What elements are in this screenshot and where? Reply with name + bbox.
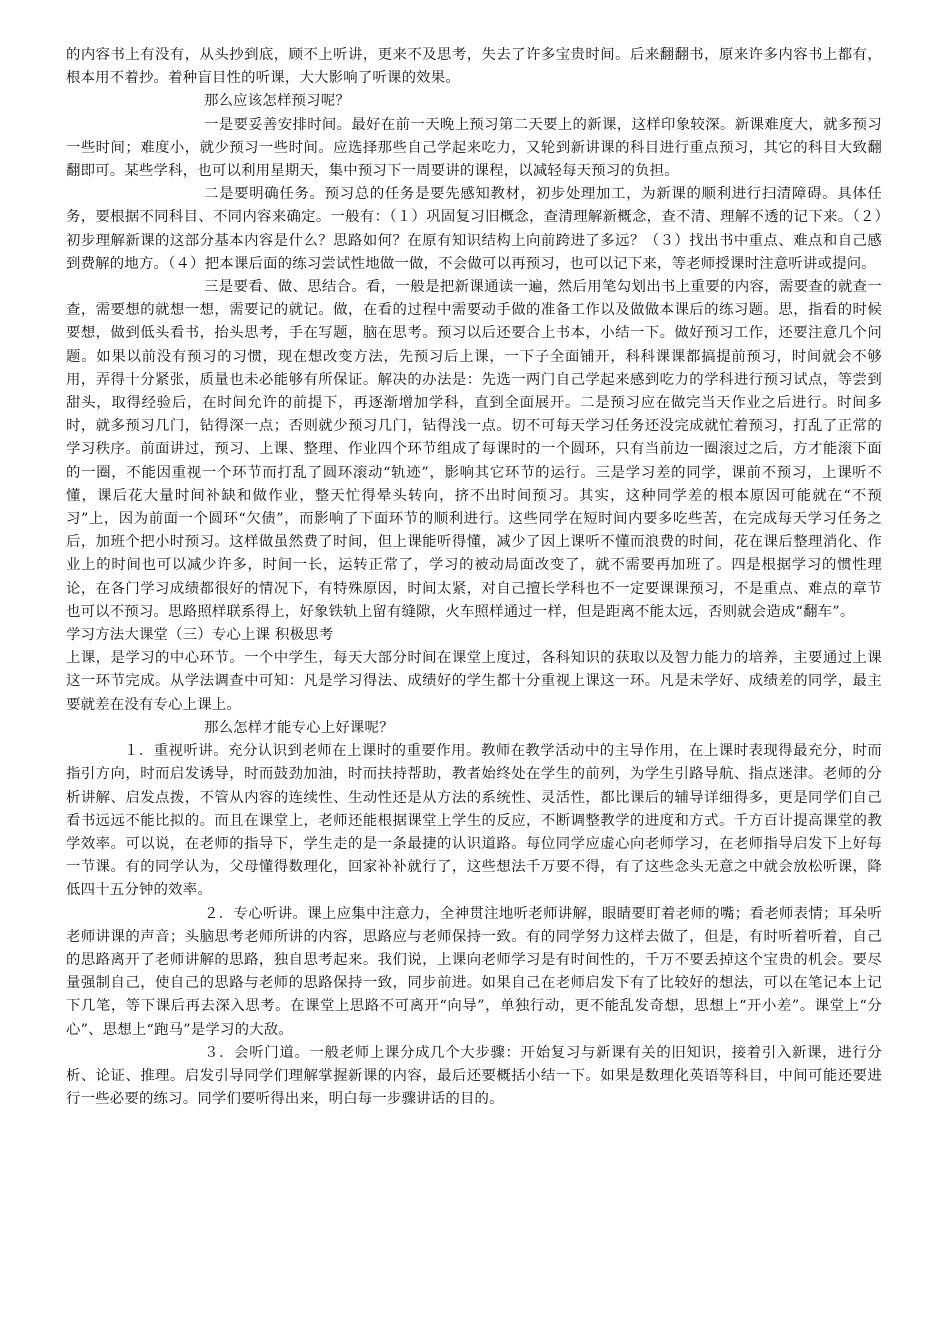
paragraph-item-2-focus: ２．专心听讲。课上应集中注意力，全神贯注地听老师讲解，眼睛要盯着老师的嘴；看老师表情；耳朵听老师讲课的声音；头脑思考老师所讲的内容，思路应与老师保持一致。有的同学努力这样去做了，但是，有时听着听着，自己的思路离开了老师讲解的思路，独自思考起来。我们说，上课向老师学习是有时间性的，千万不要丢掉这个宝贵的机会。要尽量强制自己，使自己的思路与老师的思路保持一致，同步前进。如果自己在老师启发下有了比较好的想法，可以在笔记本上记下几笔，等下课后再去深入思考。在课堂上思路不可离开“向导”，单独行动，更不能乱发奇想，思想上“开小差”。课堂上“分心”、思想上“跑马”是学习的大敌。 xyxy=(66,905,882,1038)
paragraph-item-1-value-lectures: １．重视听讲。充分认识到老师在上课时的重要作用。教师在教学活动中的主导作用，在上课时表现得最充分，时而指引方向，时而启发诱导，时而鼓劲加油，时而扶持帮助，教者始终处在学生的前列，为学生引路导航、指点迷津。老师的分析讲解、启发点拨，不管从内容的连续性、生动性还是从方法的系统性、灵活性，都比课后的辅导详细得多，更是同学们自己看书远远不能比拟的。而且在课堂上，老师还能根据课堂上学生的反应，不断调整教学的进度和方式。千方百计提高课堂的教学效率。可以说，在老师的指导下，学生走的是一条最捷的认识道路。每位同学应虚心向老师学习，在老师指导启发下上好每一节课。有的同学认为，父母懂得数理化，回家补补就行了，这些想法千万要不得，有了这些念头无意之中就会放松听课，降低四十五分钟的效率。 xyxy=(66,743,882,899)
paragraph-class-intro: 上课，是学习的中心环节。一个中学生，每天大部分时间在课堂上度过，各科知识的获取以及智力能力的培养，主要通过上课这一环节完成。从学法调查中可知：凡是学习得法、成绩好的学生都十分重视上课这一环。凡是未学好、成绩差的同学，最主要就差在没有专心上课上。 xyxy=(66,650,882,713)
question-how-to-preview: 那么应该怎样预习呢？ xyxy=(204,93,350,110)
paragraph-item-3-listen-structure: ３．会听门道。一般老师上课分成几个大步骤：开始复习与新课有关的旧知识，接着引入新课，进行分析、论证、推理。启发引导同学们理解掌握新课的内容，最后还要概括小结一下。如果是数理化英语等科目，中间可能还要进行一些必要的练习。同学们要听得出来，明白每一步骤讲话的目的。 xyxy=(66,1044,882,1108)
paragraph-intro-continuation: 的内容书上有没有，从头抄到底，顾不上听讲，更来不及思考，失去了许多宝贵时间。后来翻翻书，原来许多内容书上都有，根本用不着抄。着种盲目性的听课，大大影响了听课的效果。 xyxy=(66,47,882,87)
paragraph-point-three-combine: 三是要看、做、思结合。看，一般是把新课通读一遍，然后用笔勾划出书上重要的内容，需要查的就查一查，需要想的就想一想，需要记的就记。做，在看的过程中需要动手做的准备工作以及做做本课后的练习题。思，指看的时候要想，做到低头看书，抬头思考，手在写题，脑在思考。预习以后还要合上书本，小结一下。做好预习工作，还要注意几个问题。如果以前没有预习的习惯，现在想改变方法，先预习后上课，一下子全面铺开，科科课课都搞提前预习，时间就会不够用，弄得十分紧张，质量也未必能够有所保证。解决的办法是：先选一两门自己学起来感到吃力的学科进行预习试点，等尝到甜头，取得经验后，在时间允许的前提下，再逐渐增加学科，直到全面展开。二是预习应在做完当天作业之后进行。时间多时，就多预习几门，钻得深一点；否则就少预习几门，钻得浅一点。切不可每天学习任务还没完成就忙着预习，打乱了正常的学习秩序。前面讲过，预习、上课、整理、作业四个环节组成了每课时的一个圆环，只有当前边一圈滚过之后，方才能滚下面的一圈，不能因重视一个环节而打乱了圆环滚动“轨迹”，影响其它环节的运行。三是学习差的同学，课前不预习，上课听不懂，课后花大量时间补缺和做作业，整天忙得晕头转向，挤不出时间预习。其实，这种同学差的根本原因可能就在“不预习”上，因为前面一个圆环“欠债”，而影响了下面环节的顺利进行。这些同学在短时间内要多吃些苦，在完成每天学习任务之后，加班个把小时预习。这样做虽然费了时间，但上课能听得懂，减少了因上课听不懂而浪费的时间，花在课后整理消化、作业上的时间也可以减少许多，时间一长，运转正常了，学习的被动局面改变了，就不需要再加班了。四是根据学习的惯性理论，在各门学习成绩都很好的情况下，有特殊原因，时间太紧，对自己擅长学科也不一定要课课预习，不是重点、难点的章节也可以不预习。思路照样联系得上，好象铁轨上留有缝隙，火车照样通过一样，但是距离不能太远，否则就会造成“翻车”。 xyxy=(66,279,882,620)
paragraph-point-two-tasks: 二是要明确任务。预习总的任务是要先感知教材，初步处理加工，为新课的顺利进行扫清障碍。具体任务，要根据不同科目、不同内容来确定。一般有：（１）巩固复习旧概念，查清理解新概念，查不清、理解不透的记下来。（２）初步理解新课的这部分基本内容是什么？思路如何？在原有知识结构上向前跨进了多远？（３）找出书中重点、难点和自己感到费解的地方。（４）把本课后面的练习尝试性地做一做，不会做可以再预习，也可以记下来，等老师授课时注意听讲或提问。 xyxy=(66,186,882,272)
section-heading: 学习方法大课堂（三）专心上课 积极思考 xyxy=(66,627,334,644)
question-how-to-focus: 那么怎样才能专心上好课呢？ xyxy=(204,719,394,736)
paragraph-point-one-schedule: 一是要妥善安排时间。最好在前一天晚上预习第二天要上的新课，这样印象较深。新课难度大，就多预习一些时间；难度小，就少预习一些时间。应选择那些自己学起来吃力，又轮到新讲课的科目进行重点预习，其它的科目大致翻翻即可。某些学科，也可以利用星期天，集中预习下一周要讲的课程，以减轻每天预习的负担。 xyxy=(66,116,882,180)
